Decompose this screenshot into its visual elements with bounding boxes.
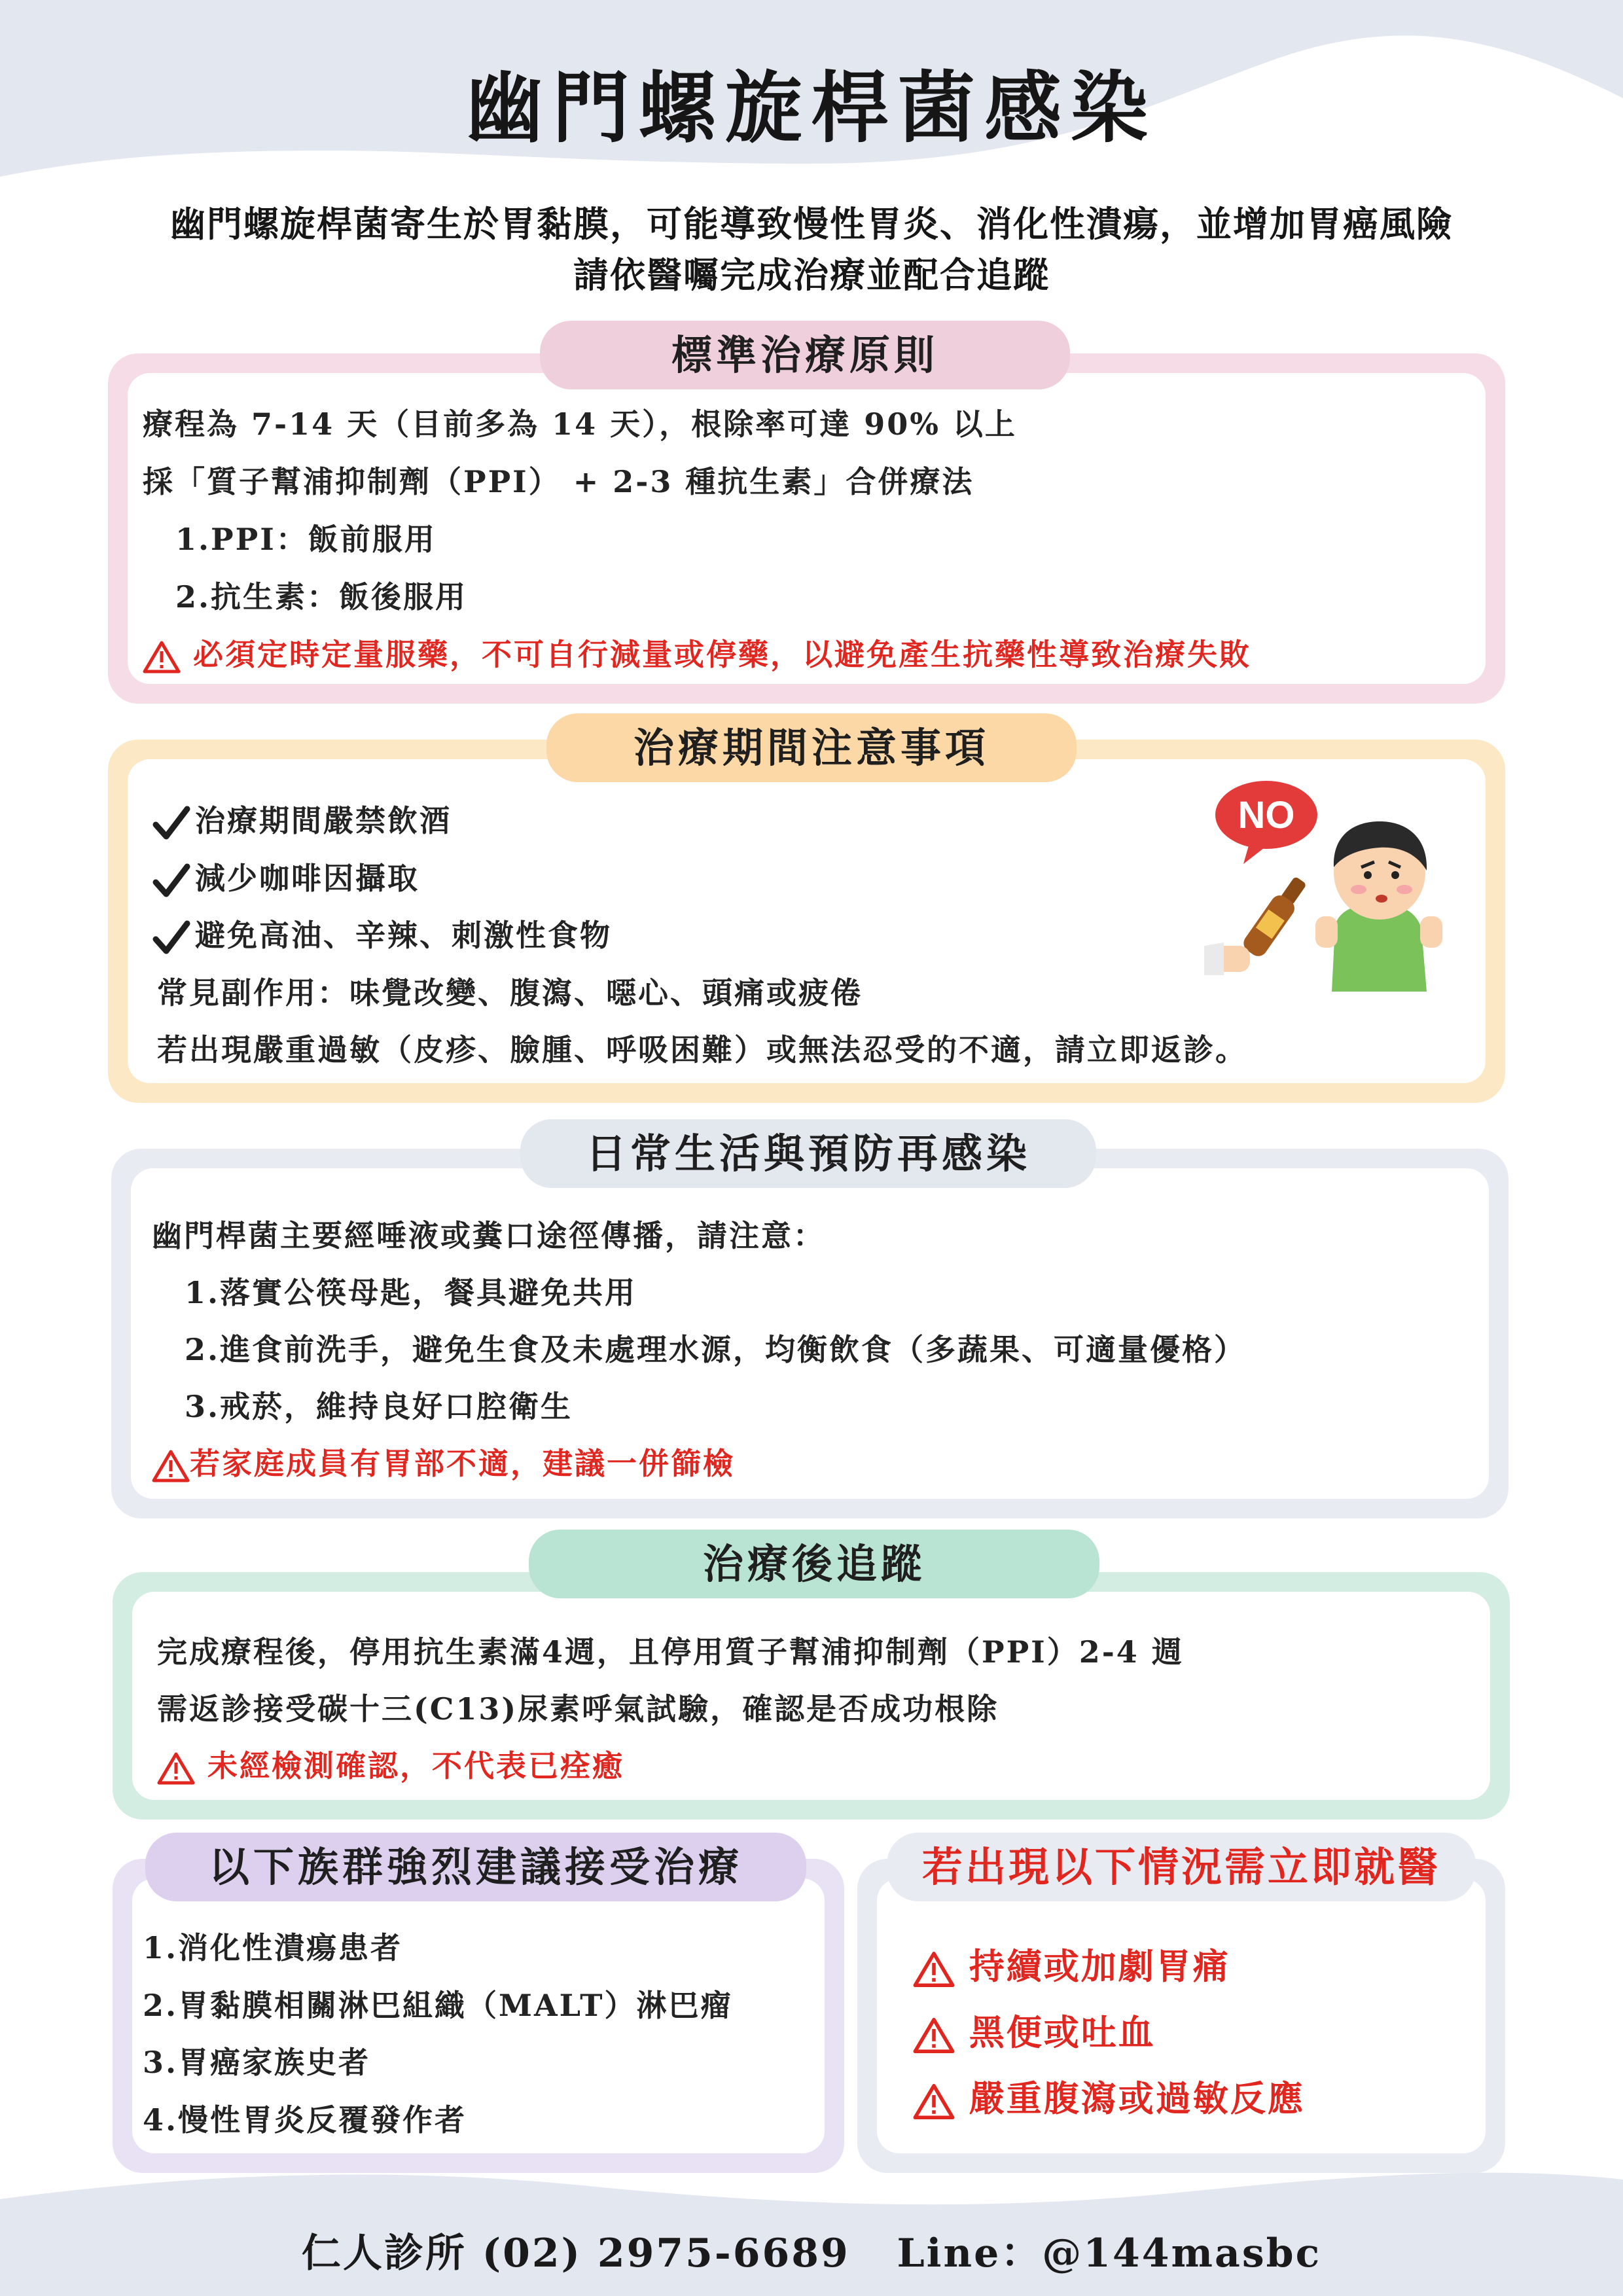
check-item-1: 治療期間嚴禁飲酒 (152, 797, 452, 842)
standard-line-2: 採「質子幫浦抑制劑（PPI） + 2-3 種抗生素」合併療法 (143, 464, 974, 499)
follow-line-2: 需返診接受碳十三(C13)尿素呼氣試驗，確認是否成功根除 (157, 1691, 999, 1727)
warning-icon (157, 1751, 195, 1785)
standard-treatment-heading: 標準治療原則 (540, 321, 1070, 389)
group-item-1: 1.消化性潰瘍患者 (143, 1930, 403, 1965)
check-item-3: 避免高油、辛辣、刺激性食物 (152, 912, 612, 956)
refuse-alcohol-illustration (1204, 776, 1453, 992)
standard-warning-text: 必須定時定量服藥，不可自行減量或停藥，以避免產生抗藥性導致治療失敗 (193, 637, 1252, 672)
no-label: NO (1238, 794, 1295, 836)
standard-warning (143, 631, 1251, 674)
checkmark-icon (152, 863, 191, 899)
urgent-item-1: 持續或加劇胃痛 (913, 1939, 1230, 1989)
daily-line-4: 3.戒菸，維持良好口腔衛生 (185, 1389, 573, 1424)
urgent-item-2: 黑便或吐血 (913, 2005, 1156, 2055)
follow-up-heading: 治療後追蹤 (529, 1530, 1099, 1598)
follow-warning-text: 未經檢測確認，不代表已痊癒 (207, 1748, 625, 1784)
group-item-3: 3.胃癌家族史者 (143, 2045, 371, 2080)
page-title: 幽門螺旋桿菌感染 (465, 62, 1157, 153)
checkmark-icon (152, 805, 191, 842)
daily-line-3: 2.進食前洗手，避免生食及未處理水源，均衡飲食（多蔬果、可適量優格） (185, 1332, 1247, 1367)
during-treatment-heading: 治療期間注意事項 (546, 713, 1077, 782)
warning-icon (913, 2083, 955, 2121)
urgent-care-heading: 若出現以下情況需立即就醫 (887, 1833, 1476, 1901)
warning-icon (913, 1950, 955, 1988)
recommended-groups-heading: 以下族群強烈建議接受治療 (145, 1833, 806, 1901)
checkmark-icon (152, 920, 191, 956)
daily-warning (152, 1440, 735, 1483)
daily-line-2: 1.落實公筷母匙，餐具避免共用 (185, 1275, 637, 1310)
allergy-line: 若出現嚴重過敏（皮疹、臉腫、呼吸困難）或無法忍受的不適，請立即返診。 (157, 1032, 1247, 1067)
warning-icon (152, 1449, 190, 1483)
clinic-contact-footer: 仁人診所 (02) 2975-6689 Line：@144masbc (301, 2231, 1322, 2276)
intro-line-2: 請依醫囑完成治療並配合追蹤 (573, 254, 1050, 296)
check-item-2: 減少咖啡因攝取 (152, 855, 419, 899)
daily-life-heading: 日常生活與預防再感染 (520, 1119, 1096, 1188)
follow-warning (157, 1742, 624, 1785)
standard-line-1: 療程為 7-14 天（目前多為 14 天），根除率可達 90% 以上 (143, 406, 1017, 442)
group-item-4: 4.慢性胃炎反覆發作者 (143, 2102, 467, 2138)
side-effects-line: 常見副作用：味覺改變、腹瀉、噁心、頭痛或疲倦 (157, 975, 863, 1011)
intro-line-1: 幽門螺旋桿菌寄生於胃黏膜，可能導致慢性胃炎、消化性潰瘍，並增加胃癌風險 (170, 203, 1453, 245)
daily-warning-text: 若家庭成員有胃部不適，建議一併篩檢 (190, 1446, 735, 1481)
warning-icon (143, 640, 181, 674)
group-item-2: 2.胃黏膜相關淋巴組織（MALT）淋巴瘤 (143, 1988, 733, 2023)
follow-line-1: 完成療程後，停用抗生素滿4週，且停用質子幫浦抑制劑（PPI）2-4 週 (157, 1634, 1184, 1670)
daily-line-1: 幽門桿菌主要經唾液或糞口途徑傳播，請注意： (152, 1218, 825, 1253)
urgent-item-3: 嚴重腹瀉或過敏反應 (913, 2071, 1305, 2121)
standard-line-3: 1.PPI：飯前服用 (175, 522, 437, 557)
standard-line-4: 2.抗生素：飯後服用 (175, 579, 468, 615)
warning-icon (913, 2017, 955, 2054)
